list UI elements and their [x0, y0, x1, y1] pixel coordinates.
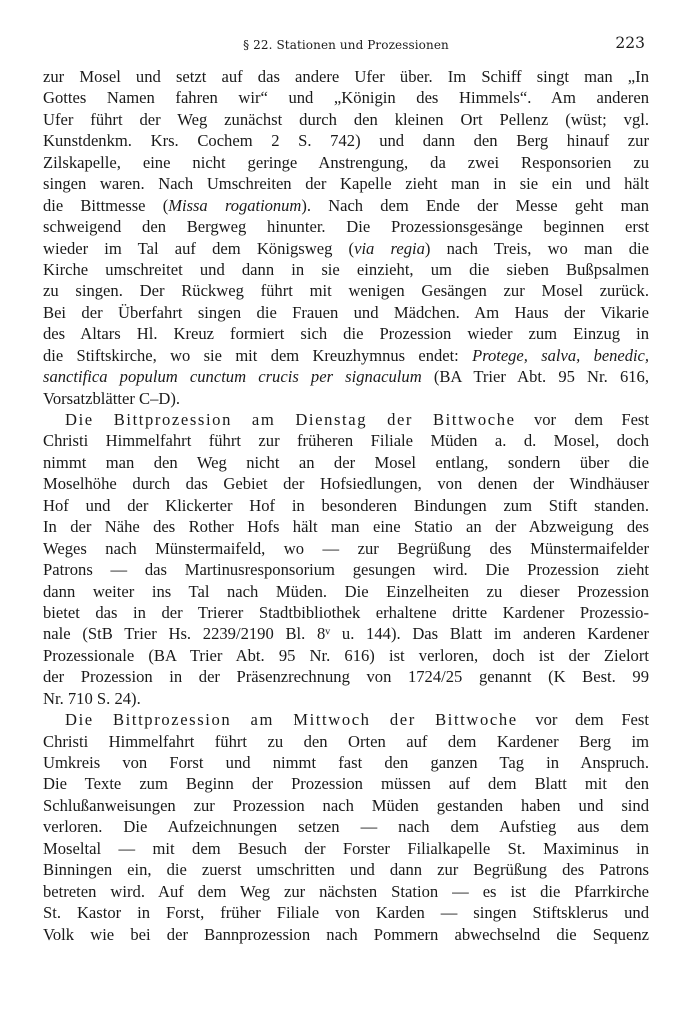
page-number: 223	[615, 34, 645, 52]
italic-latin-term: Missa rogationum	[168, 195, 302, 215]
text-line: Gottes Namen fahren wir“ und „Königin des Himmels“. Am anderen	[43, 88, 649, 108]
text-line: Volk wie bei der Bannprozession nach Pommern abwechselnd die Sequenz	[43, 924, 649, 944]
text-line: verloren. Die Aufzeichnungen setzen — nach dem Aufstieg aus dem	[43, 817, 649, 837]
paragraph-3	[43, 709, 649, 945]
text-line: Vorsatzblätter C–D).	[43, 388, 181, 408]
text-line	[43, 345, 649, 366]
text-line: Hof und der Klickerter Hof in besonderen Bindungen zum Stift standen.	[43, 495, 649, 515]
paragraph-2	[43, 409, 649, 709]
text-line: Christi Himmelfahrt führt zu den Orten auf dem Kardener Berg im	[43, 731, 649, 751]
italic-latin-term: via regia	[354, 238, 425, 258]
text-line	[43, 366, 649, 387]
running-head: § 22. Stationen und Prozessionen	[243, 38, 449, 52]
text-segment: (BA Trier Abt. 95 Nr. 616,	[421, 367, 649, 387]
spaced-heading-phrase: Die Bittprozession am Mittwoch der Bittwoche	[65, 710, 518, 730]
text-line: Binningen ein, die zuerst umschritten und dann zur Begrüßung des Patrons	[43, 860, 649, 880]
text-line	[43, 195, 649, 216]
text-segment: die Stiftskirche, wo sie mit dem Kreuzhymnus endet:	[43, 345, 473, 365]
text-line: St. Kastor in Forst, früher Filiale von Karden — singen Stiftsklerus und	[43, 903, 649, 923]
text-line: des Altars Hl. Kreuz formiert sich die Prozession wieder zum Einzug in	[43, 324, 649, 344]
page-header	[43, 34, 649, 58]
text-segment: ) nach Treis, wo man die	[424, 238, 649, 258]
italic-latin-quote: Protege, salva, benedic,	[472, 345, 649, 365]
text-line: Kunstdenkm. Krs. Cochem 2 S. 742) und dann den Berg hinauf zur	[43, 131, 649, 151]
text-line: Patrons — das Martinusresponsorium gesungen wird. Die Prozession zieht	[43, 560, 649, 580]
text-segment: vor dem Fest	[515, 410, 649, 429]
text-line: dann weiter ins Tal nach Müden. Die Einzelheiten zu dieser Prozession	[43, 581, 649, 601]
text-line: zu singen. Der Rückweg führt mit wenigen Gesängen zur Mosel zurück.	[43, 281, 649, 301]
text-line: nale (StB Trier Hs. 2239/2190 Bl. 8ᵛ u. 144). Das Blatt im anderen Kardener	[43, 624, 649, 644]
text-line: bietet das in der Trierer Stadtbibliothek erhaltene dritte Kardener Prozessio-	[43, 602, 649, 622]
text-line	[43, 409, 649, 430]
text-line: Bei der Überfahrt singen die Frauen und Mädchen. Am Haus der Vikarie	[43, 302, 649, 322]
text-line: betreten wird. Auf dem Weg zur nächsten Station — es ist die Pfarrkirche	[43, 881, 649, 901]
text-line: Kirche umschreitet und dann in sie einzieht, um die sieben Bußpsalmen	[43, 259, 649, 279]
text-line: Christi Himmelfahrt führt zur früheren Filiale Müden a. d. Mosel, doch	[43, 431, 649, 451]
italic-latin-quote: sanctifica populum cunctum crucis per signaculum	[43, 367, 422, 387]
spaced-heading-phrase: Die Bittprozession am Dienstag der Bittwoche	[65, 410, 516, 429]
text-line: Die Texte zum Beginn der Prozession müssen auf dem Blatt mit den	[43, 774, 649, 794]
text-line: singen waren. Nach Umschreiten der Kapelle zieht man in sie ein und hält	[43, 174, 649, 194]
text-line: Moseltal — mit dem Besuch der Forster Filialkapelle St. Maximinus in	[43, 838, 649, 858]
text-line: In der Nähe des Rother Hofs hält man eine Statio an der Abzweigung des	[43, 517, 649, 537]
text-line: der Prozession in der Präsenzrechnung von 1724/25 genannt (K Best. 99	[43, 667, 649, 687]
text-segment: die Bittmesse (	[43, 195, 169, 215]
text-segment: ). Nach dem Ende der Messe geht man	[301, 195, 649, 215]
text-line: schweigend den Bergweg hinunter. Die Prozessionsgesänge beginnen erst	[43, 217, 649, 237]
text-segment: wieder im Tal auf dem Königsweg (	[43, 238, 355, 258]
text-line: Zilskapelle, eine nicht geringe Anstrengung, da zwei Responsorien zu	[43, 152, 649, 172]
text-line: Schlußanweisungen zur Prozession nach Müden gestanden haben und sind	[43, 795, 649, 815]
text-line: Nr. 710 S. 24).	[43, 688, 141, 708]
text-line: Weges nach Münstermaifeld, wo — zur Begrüßung des Münstermaifelder	[43, 538, 649, 558]
text-line: Ufer führt der Weg zunächst durch den kleinen Ort Pellenz (wüst; vgl.	[43, 109, 649, 129]
text-segment: vor dem Fest	[517, 710, 649, 730]
paragraph-1	[43, 66, 649, 409]
text-line	[43, 709, 649, 730]
text-line: Prozessionale (BA Trier Abt. 95 Nr. 616) ist verloren, doch ist der Zielort	[43, 645, 649, 665]
text-line: Umkreis von Forst und nimmt fast den ganzen Tag in Anspruch.	[43, 753, 649, 772]
text-line: zur Mosel und setzt auf das andere Ufer über. Im Schiff singt man „In	[43, 67, 649, 86]
body-text	[43, 66, 649, 945]
text-line: Moselhöhe durch das Gebiet der Hofsiedlungen, von denen der Windhäuser	[43, 474, 649, 494]
text-line	[43, 238, 649, 259]
text-line: nimmt man den Weg nicht an der Mosel entlang, sondern über die	[43, 452, 649, 472]
